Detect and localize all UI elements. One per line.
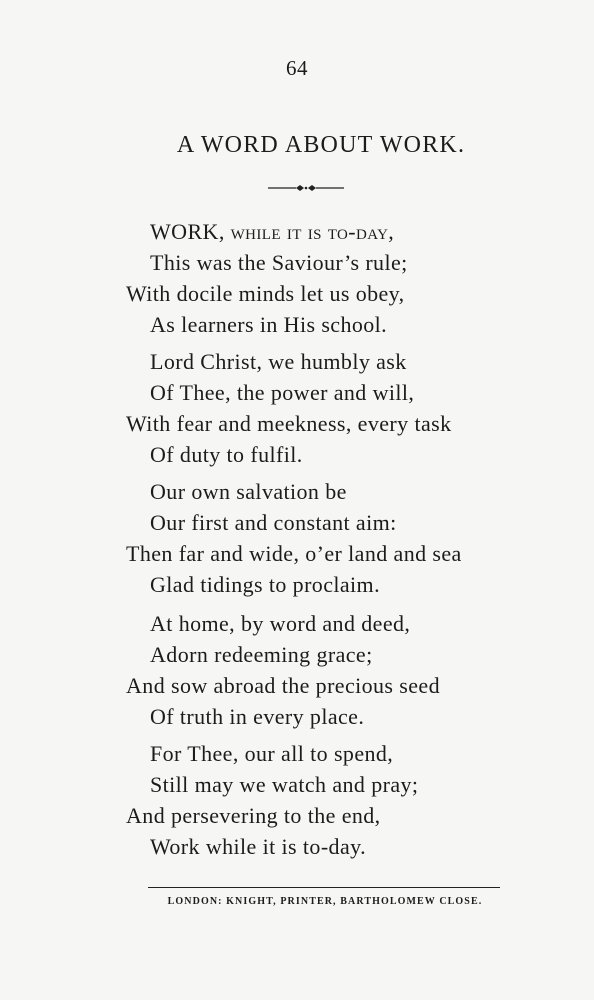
- poem-line: Of duty to fulfil.: [150, 442, 303, 467]
- drop-initial: W: [150, 219, 172, 244]
- footer-rule: [148, 887, 500, 888]
- page-number: 64: [286, 56, 308, 80]
- poem-line: At home, by word and deed,: [150, 611, 411, 636]
- poem-line: [150, 220, 394, 244]
- poem-line: Lord Christ, we humbly ask: [150, 349, 407, 374]
- poem-line-text: ORK, while it is to-day,: [171, 219, 395, 244]
- poem-line: Adorn redeeming grace;: [150, 642, 373, 667]
- poem-line: For Thee, our all to spend,: [150, 741, 394, 766]
- ornament-divider-icon: [268, 184, 344, 192]
- poem-line: Glad tidings to proclaim.: [150, 572, 380, 597]
- poem-line: And persevering to the end,: [126, 803, 381, 828]
- poem-line: This was the Saviour’s rule;: [150, 250, 408, 275]
- poem-line: As learners in His school.: [150, 312, 388, 337]
- poem-title: A WORD ABOUT WORK.: [176, 132, 466, 158]
- poem-line: With docile minds let us obey,: [126, 281, 405, 306]
- printer-imprint: LONDON: KNIGHT, PRINTER, BARTHOLOMEW CLOSE.: [167, 896, 483, 907]
- poem-line: With fear and meekness, every task: [126, 411, 452, 436]
- poem-line: Our own salvation be: [150, 479, 347, 504]
- poem-line: Of Thee, the power and will,: [150, 380, 415, 405]
- poem-line: Then far and wide, o’er land and sea: [126, 541, 462, 566]
- poem-line: Our first and constant aim:: [150, 510, 397, 535]
- poem-line: Still may we watch and pray;: [150, 772, 419, 797]
- poem-line: Work while it is to-day.: [150, 834, 366, 859]
- poem-line: And sow abroad the precious seed: [126, 673, 440, 698]
- poem-line: Of truth in every place.: [150, 704, 365, 729]
